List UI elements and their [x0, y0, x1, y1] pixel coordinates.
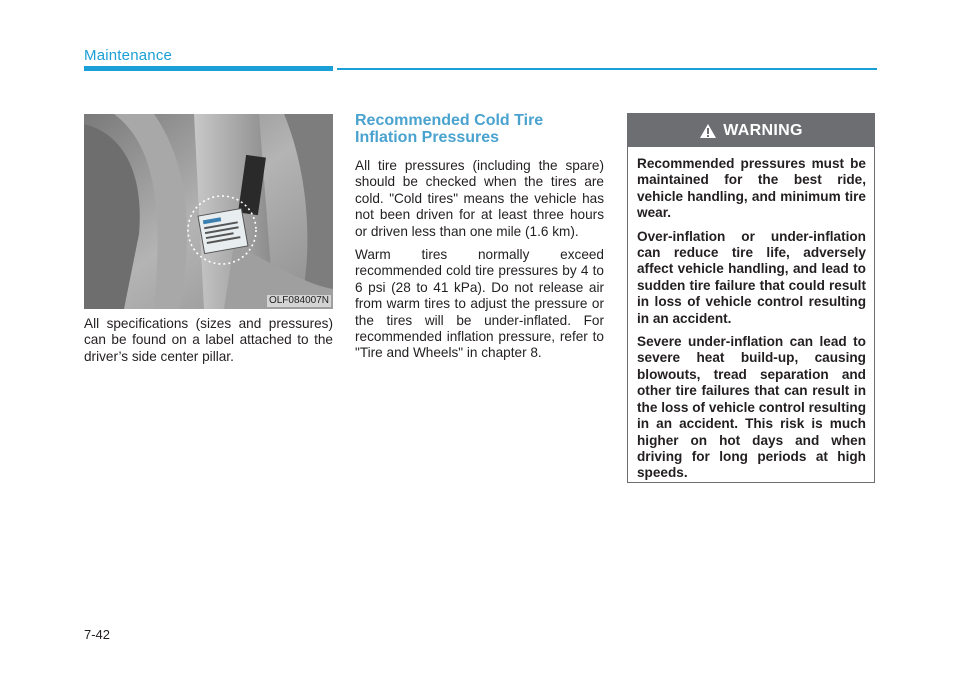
warm-tire-paragraph: Warm tires normally exceed recommended cold tire pressures by 4 to 6 psi (28 to 41 kPa). Do not release air from warm tires to adjust the pressure or the tires will be under-inflated. For recommended inflation pressure, refer to "Tire and Wheels" in chapter 8.: [355, 247, 604, 361]
warning-paragraph-2: Over-inflation or under-inflation can reduce tire life, adversely affect vehicle handling, and lead to sudden tire failure that could result in loss of vehicle control resulting in an accident.: [637, 228, 866, 326]
warning-body: [628, 147, 874, 482]
warning-box: [627, 113, 875, 483]
page-number: 7-42: [84, 627, 111, 642]
warning-triangle-icon: [699, 123, 717, 139]
figure-caption: OLF084007N: [268, 295, 329, 306]
header-rule-thick: [84, 66, 333, 71]
heading-line-2: Inflation Pressures: [355, 129, 500, 146]
header-rule-thin: [337, 68, 877, 70]
tire-label-photo: [84, 114, 333, 309]
heading-line-1: Recommended Cold Tire: [355, 112, 544, 129]
specifications-paragraph: All specifications (sizes and pressures) can be found on a label attached to the driver’s side center pillar.: [84, 316, 333, 364]
cold-tire-paragraph: All tire pressures (including the spare) should be checked when the tires are cold. "Cold tires" means the vehicle has not been driven for at least three hours or driven less than one mile (1.6 km).: [355, 158, 604, 239]
door-pillar-illustration: [84, 114, 333, 309]
section-title: Maintenance: [84, 47, 173, 64]
section-heading: [355, 112, 604, 146]
left-column: [84, 316, 333, 372]
middle-column: [355, 112, 604, 369]
warning-paragraph-1: Recommended pressures must be maintained for the best ride, vehicle handling, and minimum tire wear.: [637, 156, 866, 221]
warning-paragraph-3: Severe under-inflation can lead to severe heat build-up, causing blowouts, tread separation and other tire failures that can result in the loss of vehicle control resulting in an accident. This risk is much higher on hot days and when driving for long periods at high speeds.: [637, 334, 866, 481]
warning-title: WARNING: [723, 121, 803, 139]
warning-header: [628, 114, 874, 147]
